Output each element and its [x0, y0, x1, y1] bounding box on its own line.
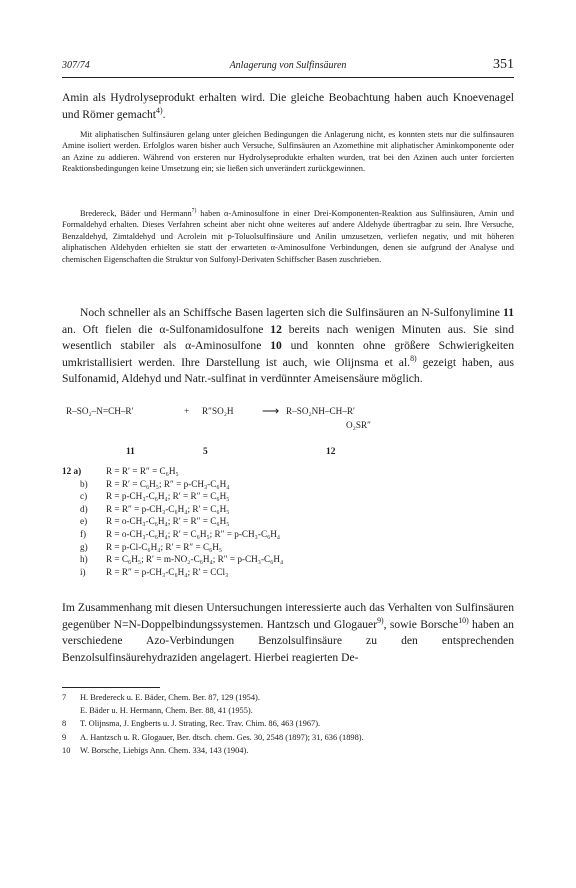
compound-number-12: 12: [270, 322, 282, 336]
paragraph-text: an. Oft fielen die α-Sulfonamidosulfone: [62, 322, 271, 336]
compound-id: d): [80, 503, 88, 514]
citation-ref-9: 9): [377, 615, 384, 625]
compound-row: [62, 566, 514, 579]
footnote: [62, 744, 514, 757]
paragraph-text: , sowie Borsche: [383, 617, 459, 631]
compound-row: [62, 553, 514, 566]
compound-id: c): [80, 491, 88, 502]
product-sulfonamidosulfone: R–SO₂NH–CH–R′: [286, 406, 356, 416]
paragraph-intro-end: .: [162, 107, 166, 121]
footnote-rule: [62, 687, 160, 688]
compound-formula: R = R″ = p-CH₃-C₆H₄; R′ = CCl₃: [106, 566, 229, 577]
footnote-text: E. Bäder u. H. Hermann, Chem. Ber. 88, 41 (1955).: [80, 706, 253, 716]
compound-id: h): [80, 554, 88, 565]
paragraph-intro-line2: Knoevenagel und Römer gemacht: [62, 91, 514, 121]
paragraph-text: haben an verschiedene Azo-Verbindungen Benzolsulfinsäure zu den entsprechenden Benzolsulfinsäurehydraziden angelagert. Hierbei reagierten De-: [62, 617, 514, 664]
paragraph-text: Im Zusammenhang mit diesen Untersuchungen interessierte auch das Verhalten von Sulfinsäuren gegenüber N=N-Doppelbindungssystemen. Hantzsch und Glogauer: [62, 601, 514, 631]
paragraph-text: Noch schneller als an Schiffsche Basen lagerten sich die Sulfinsäuren an N-Sulfonylimine: [80, 306, 504, 319]
scheme-label-11: 11: [126, 447, 135, 457]
compound-id: g): [80, 541, 88, 552]
plus-sign: +: [184, 406, 190, 416]
compound-formula: R = C₆H₅; R′ = m-NO₂-C₆H₄; R″ = p-CH₃-C₆H₄: [106, 554, 284, 565]
note-bredereck-authors: Bredereck, Bäder und Hermann: [80, 209, 192, 218]
small-print-note-bredereck: [62, 208, 514, 265]
compound-formula: R = R′ = C₆H₅; R″ = p-CH₃-C₆H₄: [106, 478, 230, 489]
compound-row: [62, 490, 514, 503]
compound-row: [62, 465, 514, 478]
compound-row: [62, 541, 514, 554]
page-header: [62, 57, 514, 74]
footnote-number: 10: [62, 745, 71, 755]
compound-number-10: 10: [270, 339, 282, 352]
footnote-text: W. Borsche, Liebigs Ann. Chem. 334, 143 (1904).: [80, 745, 249, 755]
header-rule: [62, 77, 514, 78]
reactant-sulfonylimine: R–SO₂–N=CH–R′: [66, 406, 134, 416]
compound-number-11: 11: [503, 306, 514, 319]
small-print-note-aliphatic: Mit aliphatischen Sulfinsäuren gelang unter gleichen Bedingungen die Anlagerung nicht, es konnten stets nur die sulfinsauren Amine isoliert werden. Erfolglos waren bisher auch Versuche, Sulfinsäuren an Azomethine mit aliphatischer Aminkomponente oder an Azine zu addieren. Während von ersteren nur Hydrolyseprodukte erhalten wurden, trat bei den Azinen auch unter forcierten Reaktionsbedingungen keine Umsetzung ein; sie ließen sich unverändert zurückgewinnen.: [62, 130, 514, 174]
footnote: [62, 704, 514, 717]
compound-id: f): [80, 528, 87, 539]
paragraph-text: bereits nach wenigen Minuten aus. Sie sind wesentlich stabiler als α-Aminosulfone: [62, 322, 514, 352]
citation-ref-4: 4): [156, 105, 163, 115]
paragraph-azo-compounds: [62, 600, 514, 666]
paragraph-text: gezeigt haben, aus Sulfonamid, Aldehyd und Natr.-sulfinat in verdünnter Ameisensäure möglich.: [62, 355, 514, 385]
footnote: [62, 717, 514, 730]
paragraph-intro-line1: Amin als Hydrolyseprodukt erhalten wird. Die gleiche Beobachtung haben auch: [62, 91, 449, 104]
reaction-arrow: ⟶: [262, 404, 280, 418]
footnote: [62, 731, 514, 744]
compound-formula: R = p-CH₃-C₆H₄; R′ = R″ = C₆H₅: [106, 491, 230, 502]
product-substituent: O₂SR″: [346, 420, 371, 430]
compound-list: [62, 465, 514, 578]
footnote-text: A. Hantzsch u. R. Glogauer, Ber. dtsch. chem. Ges. 30, 2548 (1897); 31, 636 (1898).: [80, 732, 364, 742]
citation-ref-10: 10): [458, 615, 469, 625]
compound-row: [62, 515, 514, 528]
compound-formula: R = R″ = p-CH₃-C₆H₄; R′ = C₆H₅: [106, 503, 230, 514]
footnote-number: 7: [62, 693, 67, 702]
paragraph-intro: [62, 90, 514, 123]
footnotes: [62, 691, 514, 757]
compound-formula: R = R′ = R″ = C₆H₅: [106, 466, 179, 476]
scheme-label-12: 12: [326, 447, 336, 457]
compound-formula: R = p-Cl-C₆H₄; R′ = R″ = C₆H₅: [106, 541, 223, 552]
compound-id: i): [80, 566, 86, 577]
citation-ref-8: 8): [410, 353, 417, 363]
compound-id: 12 a): [62, 466, 82, 476]
footnote: [62, 691, 514, 704]
compound-row: [62, 478, 514, 491]
citation-ref-7: 7): [191, 208, 197, 215]
compound-row: [62, 528, 514, 541]
footnote-text: H. Bredereck u. E. Bäder, Chem. Ber. 87, 129 (1954).: [80, 693, 260, 702]
note-bredereck-text: haben α-Aminosulfone in einer Drei-Komponenten-Reaktion aus Sulfinsäuren, Amin und Formaldehyd erhalten. Dieses Verfahren scheint aber nicht ohne weiteres auf andere Aldehyde übertragbar zu sein. Ihre Versuche, Benzaldehyd, Zimtaldehyd und Acrolein mit p-Toluolsulfinsäure und Anilin umzusetzen, verliefen negativ, und mit höheren aliphatischen Aldehyden erhielten sie statt der erwarteten α-Aminosulfone Verbindungen, denen sie aufgrund der Analyse und chemischen Eigenschaften die Struktur von Sulfonyl-Derivaten Schiffscher Basen zuschrieben.: [62, 209, 514, 264]
paragraph-text: und konnten ohne größere Schwierigkeiten umkristallisiert werden. Ihre Darstellung ist auch, wie Olijnsma et al.: [62, 339, 514, 369]
page-number: 351: [493, 57, 514, 72]
compound-id: e): [80, 516, 88, 527]
reactant-sulfinic-acid: R″SO₂H: [202, 406, 234, 416]
compound-formula: R = o-CH₃-C₆H₄; R′ = R″ = C₆H₅: [106, 516, 230, 527]
header-running-title: Anlagerung von Sulfinsäuren: [229, 60, 347, 71]
compound-row: [62, 503, 514, 516]
header-volume: 307/74: [62, 60, 90, 71]
footnote-number: 8: [62, 719, 67, 729]
paragraph-sulfonylimine: [62, 305, 514, 388]
compound-id: b): [80, 478, 88, 489]
compound-formula: R = o-CH₃-C₆H₄; R′ = C₆H₅; R″ = p-CH₃-C₆H₄: [106, 528, 281, 539]
footnote-number: 9: [62, 732, 67, 742]
scheme-label-5: 5: [203, 447, 208, 457]
footnote-text: T. Olijnsma, J. Engberts u. J. Strating, Rec. Trav. Chim. 86, 463 (1967).: [80, 719, 321, 729]
